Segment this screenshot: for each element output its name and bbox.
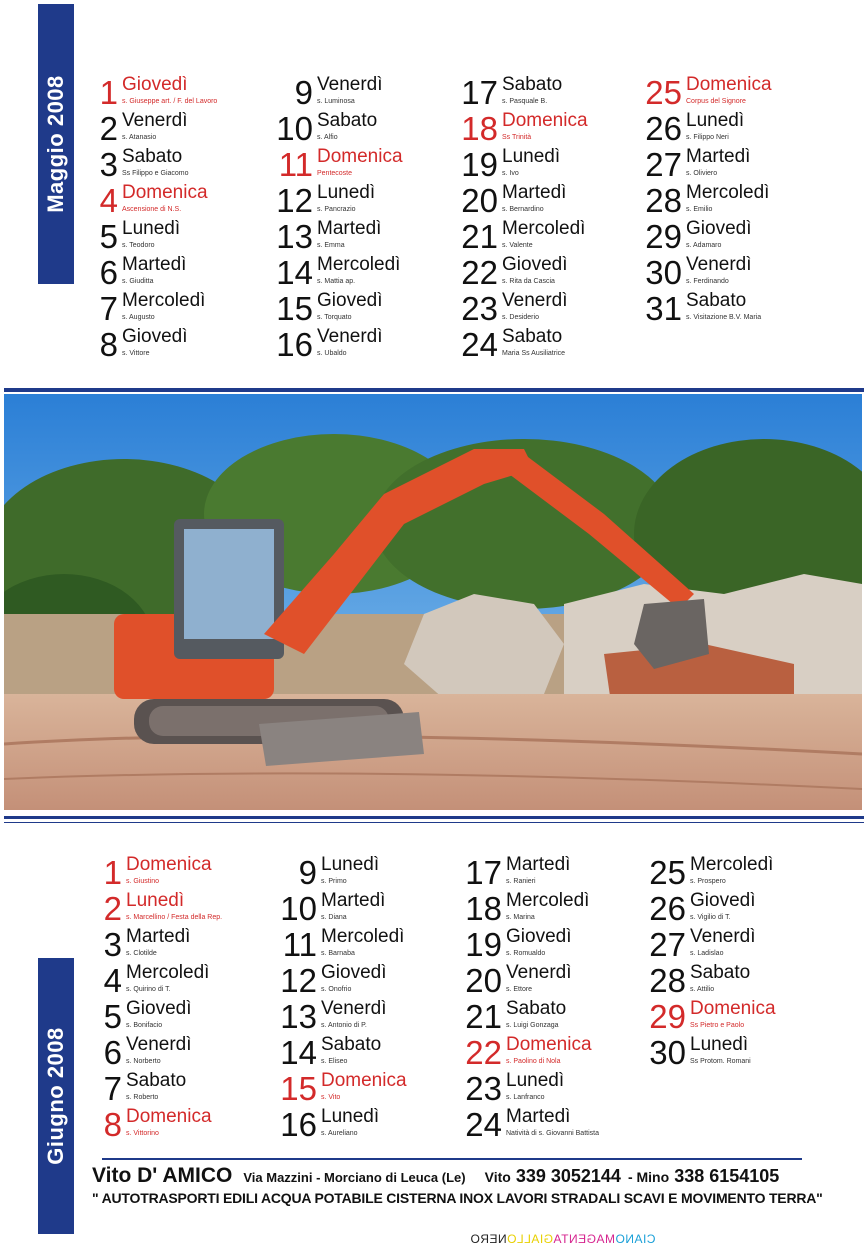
saint-name: Ss Filippo e Giacomo	[122, 170, 189, 177]
saint-name: s. Mattia ap.	[317, 278, 356, 285]
day-number: 13	[276, 218, 313, 255]
day-number: 26	[645, 110, 682, 147]
day-name: Sabato	[502, 74, 563, 95]
day-name: Venerdì	[506, 962, 572, 983]
day-name: Sabato	[126, 1070, 187, 1091]
calendar-day	[60, 182, 250, 218]
calendar-day	[255, 326, 445, 362]
day-number: 2	[103, 890, 122, 927]
day-name: Mercoledì	[126, 962, 210, 983]
company-footer	[92, 1164, 832, 1206]
day-name: Venerdì	[126, 1034, 192, 1055]
day-number: 24	[465, 1106, 502, 1143]
day-number: 12	[276, 182, 313, 219]
day-number: 10	[276, 110, 313, 147]
saint-name: s. Filippo Neri	[686, 134, 729, 141]
saint-name: s. Onofrio	[321, 986, 352, 993]
day-number: 27	[649, 926, 686, 963]
print-mark: MAGENTA	[553, 1232, 615, 1246]
calendar-day	[259, 1034, 449, 1070]
day-number: 30	[649, 1034, 686, 1071]
day-number: 22	[461, 254, 498, 291]
day-number: 14	[276, 254, 313, 291]
day-name: Giovedì	[122, 326, 188, 347]
saint-name: s. Oliviero	[686, 170, 718, 177]
phone1-number: 339 3052144	[515, 1166, 621, 1186]
day-number: 21	[461, 218, 498, 255]
saint-name: s. Torquato	[317, 314, 352, 321]
calendar-day	[259, 962, 449, 998]
calendar-day	[60, 254, 250, 290]
calendar-day	[60, 110, 250, 146]
month-title-june: Giugno 2008	[43, 1027, 68, 1165]
saint-name: Corpus del Signore	[686, 98, 746, 105]
day-number: 15	[280, 1070, 317, 1107]
day-name: Venerdì	[317, 74, 383, 95]
calendar-day	[64, 998, 254, 1034]
calendar-day	[624, 218, 814, 254]
day-number: 20	[461, 182, 498, 219]
day-number: 19	[461, 146, 498, 183]
day-number: 5	[103, 998, 122, 1035]
saint-name: s. Ettore	[506, 986, 533, 993]
saint-name: s. Ubaldo	[317, 350, 347, 357]
saint-name: s. Adamaro	[686, 242, 722, 249]
day-number: 26	[649, 890, 686, 927]
month-title-may: Maggio 2008	[43, 75, 68, 213]
day-name: Giovedì	[502, 254, 568, 275]
saint-name: s. Pancrazio	[317, 206, 356, 213]
day-name: Domenica	[126, 854, 212, 875]
calendar-day	[440, 254, 630, 290]
day-number: 3	[103, 926, 122, 963]
company-address: Via Mazzini - Morciano di Leuca (Le)	[243, 1170, 466, 1185]
calendar-day	[624, 182, 814, 218]
day-name: Venerdì	[686, 254, 752, 275]
day-number: 25	[649, 854, 686, 891]
day-number: 29	[649, 998, 686, 1035]
calendar-day	[628, 854, 818, 890]
day-number: 7	[103, 1070, 122, 1107]
saint-name: s. Teodoro	[122, 242, 155, 249]
day-name: Lunedì	[502, 146, 561, 167]
day-number: 3	[99, 146, 118, 183]
calendar-day	[64, 1034, 254, 1070]
day-name: Sabato	[122, 146, 183, 167]
calendar-day	[444, 1034, 634, 1070]
calendar-day	[60, 218, 250, 254]
day-name: Domenica	[690, 998, 776, 1019]
calendar-day	[255, 146, 445, 182]
day-name: Sabato	[317, 110, 378, 131]
day-name: Mercoledì	[506, 890, 590, 911]
calendar-day	[624, 290, 814, 326]
saint-name: s. Bonifacio	[126, 1022, 163, 1029]
services-line: " AUTOTRASPORTI EDILI ACQUA POTABILE CISTERNA INOX LAVORI STRADALI SCAVI E MOVIMENTO TERRA"	[92, 1190, 823, 1206]
day-number: 4	[103, 962, 122, 999]
saint-name: s. Luigi Gonzaga	[506, 1022, 559, 1029]
calendar-day	[64, 1106, 254, 1142]
day-number: 10	[280, 890, 317, 927]
day-name: Giovedì	[317, 290, 383, 311]
calendar-day	[259, 926, 449, 962]
calendar-day	[259, 1106, 449, 1142]
saint-name: s. Atanasio	[122, 134, 157, 141]
day-name: Sabato	[321, 1034, 382, 1055]
day-number: 28	[649, 962, 686, 999]
day-number: 17	[461, 74, 498, 111]
day-number: 18	[465, 890, 502, 927]
day-name: Mercoledì	[317, 254, 401, 275]
day-name: Venerdì	[317, 326, 383, 347]
day-number: 13	[280, 998, 317, 1035]
saint-name: s. Norberto	[126, 1058, 161, 1065]
calendar-day	[444, 890, 634, 926]
day-number: 9	[294, 74, 313, 111]
calendar-day	[440, 110, 630, 146]
saint-name: s. Quirino di T.	[126, 986, 171, 993]
calendar-day	[64, 926, 254, 962]
calendar-day	[60, 290, 250, 326]
day-name: Martedì	[686, 146, 751, 167]
saint-name: s. Emma	[317, 242, 345, 249]
saint-name: s. Luminosa	[317, 98, 355, 105]
calendar-day	[259, 1070, 449, 1106]
calendar-day	[624, 74, 814, 110]
day-name: Giovedì	[506, 926, 572, 947]
day-name: Sabato	[690, 962, 751, 983]
calendar-day	[444, 998, 634, 1034]
calendar-day	[628, 998, 818, 1034]
day-name: Mercoledì	[321, 926, 405, 947]
saint-name: s. Alfio	[317, 134, 338, 141]
day-number: 29	[645, 218, 682, 255]
day-name: Mercoledì	[502, 218, 586, 239]
saint-name: Ss Protom. Romani	[690, 1058, 751, 1065]
day-name: Martedì	[506, 854, 571, 875]
day-number: 21	[465, 998, 502, 1035]
day-name: Lunedì	[321, 1106, 380, 1127]
phone2-label: - Mino	[627, 1169, 670, 1185]
saint-name: s. Lanfranco	[506, 1094, 545, 1101]
calendar-day	[628, 926, 818, 962]
day-name: Venerdì	[502, 290, 568, 311]
day-name: Lunedì	[506, 1070, 565, 1091]
saint-name: Ss Trinità	[502, 134, 532, 141]
saint-name: s. Diana	[321, 914, 347, 921]
day-number: 4	[99, 182, 118, 219]
footer-rule	[102, 1158, 802, 1160]
saint-name: s. Marcellino / Festa della Rep.	[126, 914, 223, 921]
day-name: Venerdì	[122, 110, 188, 131]
calendar-day	[444, 854, 634, 890]
saint-name: s. Vito	[321, 1094, 341, 1101]
saint-name: s. Giuseppe art. / F. del Lavoro	[122, 98, 218, 105]
excavator-photo	[4, 394, 862, 810]
saint-name: s. Eliseo	[321, 1058, 348, 1065]
day-name: Venerdì	[321, 998, 387, 1019]
day-name: Sabato	[686, 290, 747, 311]
saint-name: s. Aureliano	[321, 1130, 358, 1137]
saint-name: s. Attilio	[690, 986, 715, 993]
day-number: 8	[99, 326, 118, 363]
day-number: 20	[465, 962, 502, 999]
day-name: Martedì	[317, 218, 382, 239]
calendar-day	[628, 890, 818, 926]
saint-name: s. Vittore	[122, 350, 150, 357]
saint-name: Ascensione di N.S.	[122, 206, 182, 213]
calendar-day	[444, 926, 634, 962]
calendar-day	[444, 1070, 634, 1106]
day-number: 2	[99, 110, 118, 147]
print-mark: NERO	[470, 1232, 507, 1246]
saint-name: s. Paolino di Nola	[506, 1058, 561, 1065]
saint-name: s. Clotilde	[126, 950, 157, 957]
day-name: Giovedì	[321, 962, 387, 983]
day-name: Lunedì	[690, 1034, 749, 1055]
saint-name: s. Primo	[321, 878, 347, 885]
day-name: Domenica	[502, 110, 588, 131]
calendar-day	[440, 326, 630, 362]
day-name: Martedì	[321, 890, 386, 911]
saint-name: s. Pasquale B.	[502, 98, 548, 105]
day-number: 16	[280, 1106, 317, 1143]
day-name: Giovedì	[686, 218, 752, 239]
calendar-day	[255, 182, 445, 218]
day-name: Lunedì	[321, 854, 380, 875]
saint-name: s. Marina	[506, 914, 535, 921]
day-name: Lunedì	[126, 890, 185, 911]
day-number: 9	[298, 854, 317, 891]
day-number: 14	[280, 1034, 317, 1071]
saint-name: s. Valente	[502, 242, 533, 249]
saint-name: s. Vittorino	[126, 1130, 159, 1137]
day-number: 31	[645, 290, 682, 327]
day-number: 28	[645, 182, 682, 219]
saint-name: s. Rita da Cascia	[502, 278, 555, 285]
calendar-day	[255, 218, 445, 254]
calendar-day	[255, 110, 445, 146]
day-name: Mercoledì	[122, 290, 206, 311]
day-number: 12	[280, 962, 317, 999]
day-name: Giovedì	[122, 74, 188, 95]
day-name: Lunedì	[686, 110, 745, 131]
calendar-day	[628, 962, 818, 998]
day-number: 18	[461, 110, 498, 147]
day-number: 30	[645, 254, 682, 291]
calendar-day	[60, 326, 250, 362]
calendar-day	[255, 254, 445, 290]
day-name: Martedì	[502, 182, 567, 203]
month-tab-june	[38, 958, 74, 1234]
day-name: Domenica	[321, 1070, 407, 1091]
day-number: 11	[282, 926, 317, 963]
saint-name: s. Ferdinando	[686, 278, 729, 285]
calendar-day	[259, 890, 449, 926]
saint-name: Pentecoste	[317, 170, 353, 177]
calendar-day	[60, 74, 250, 110]
day-number: 6	[99, 254, 118, 291]
calendar-day	[440, 218, 630, 254]
saint-name: s. Barnaba	[321, 950, 355, 957]
calendar-day	[440, 74, 630, 110]
saint-name: s. Augusto	[122, 314, 155, 321]
day-number: 17	[465, 854, 502, 891]
calendar-day	[64, 854, 254, 890]
saint-name: s. Vigilio di T.	[690, 914, 731, 921]
calendar-day	[259, 998, 449, 1034]
saint-name: Natività di s. Giovanni Battista	[506, 1130, 599, 1137]
calendar-day	[440, 182, 630, 218]
day-name: Martedì	[506, 1106, 571, 1127]
saint-name: s. Romualdo	[506, 950, 546, 957]
saint-name: s. Visitazione B.V. Maria	[686, 314, 762, 321]
day-name: Giovedì	[690, 890, 756, 911]
day-number: 7	[99, 290, 118, 327]
saint-name: s. Desiderio	[502, 314, 539, 321]
day-name: Martedì	[126, 926, 191, 947]
day-name: Martedì	[122, 254, 187, 275]
day-name: Domenica	[686, 74, 772, 95]
phone2-number: 338 6154105	[674, 1166, 780, 1186]
day-number: 8	[103, 1106, 122, 1143]
day-number: 16	[276, 326, 313, 363]
company-name: Vito D' AMICO	[92, 1164, 233, 1187]
calendar-day	[624, 146, 814, 182]
calendar-day	[64, 890, 254, 926]
saint-name: s. Prospero	[690, 878, 726, 885]
photo-top-rule	[4, 388, 864, 392]
day-name: Mercoledì	[690, 854, 774, 875]
day-number: 27	[645, 146, 682, 183]
photo-bottom-rule	[4, 816, 864, 819]
print-color-marks	[470, 1232, 656, 1246]
calendar-day	[440, 146, 630, 182]
day-name: Domenica	[506, 1034, 592, 1055]
print-mark: CIANO	[614, 1232, 656, 1246]
saint-name: s. Bernardino	[502, 206, 544, 213]
photo-bottom-rule-thin	[4, 822, 864, 823]
day-number: 23	[461, 290, 498, 327]
calendar-day	[64, 1070, 254, 1106]
day-name: Venerdì	[690, 926, 756, 947]
saint-name: s. Ranieri	[506, 878, 536, 885]
day-number: 5	[99, 218, 118, 255]
saint-name: Maria Ss Ausiliatrice	[502, 350, 566, 357]
day-number: 25	[645, 74, 682, 111]
day-name: Lunedì	[122, 218, 181, 239]
calendar-day	[444, 1106, 634, 1142]
print-mark: GIALLO	[506, 1232, 554, 1246]
calendar-day	[259, 854, 449, 890]
saint-name: s. Roberto	[126, 1094, 159, 1101]
day-number: 6	[103, 1034, 122, 1071]
day-name: Domenica	[126, 1106, 212, 1127]
phone1-label: Vito	[484, 1169, 511, 1185]
calendar-day	[444, 962, 634, 998]
day-name: Domenica	[317, 146, 403, 167]
calendar-day	[624, 254, 814, 290]
day-number: 23	[465, 1070, 502, 1107]
saint-name: s. Emilio	[686, 206, 713, 213]
day-name: Giovedì	[126, 998, 192, 1019]
calendar-day	[255, 290, 445, 326]
calendar-day	[440, 290, 630, 326]
saint-name: s. Giustino	[126, 878, 160, 885]
day-name: Domenica	[122, 182, 208, 203]
day-number: 15	[276, 290, 313, 327]
calendar-day	[628, 1034, 818, 1070]
saint-name: s. Ladislao	[690, 950, 724, 957]
saint-name: s. Ivo	[502, 170, 519, 177]
day-number: 1	[103, 854, 122, 891]
day-number: 22	[465, 1034, 502, 1071]
saint-name: s. Giuditta	[122, 278, 154, 285]
calendar-day	[255, 74, 445, 110]
day-name: Mercoledì	[686, 182, 770, 203]
calendar-day	[64, 962, 254, 998]
day-number: 24	[461, 326, 498, 363]
contact-line	[92, 1164, 832, 1188]
day-number: 19	[465, 926, 502, 963]
calendar-day	[60, 146, 250, 182]
calendar-day	[624, 110, 814, 146]
day-name: Lunedì	[317, 182, 376, 203]
day-name: Sabato	[506, 998, 567, 1019]
day-name: Sabato	[502, 326, 563, 347]
day-number: 11	[278, 146, 313, 183]
saint-name: s. Antonio di P.	[321, 1022, 367, 1029]
day-number: 1	[99, 74, 118, 111]
saint-name: Ss Pietro e Paolo	[690, 1022, 745, 1029]
